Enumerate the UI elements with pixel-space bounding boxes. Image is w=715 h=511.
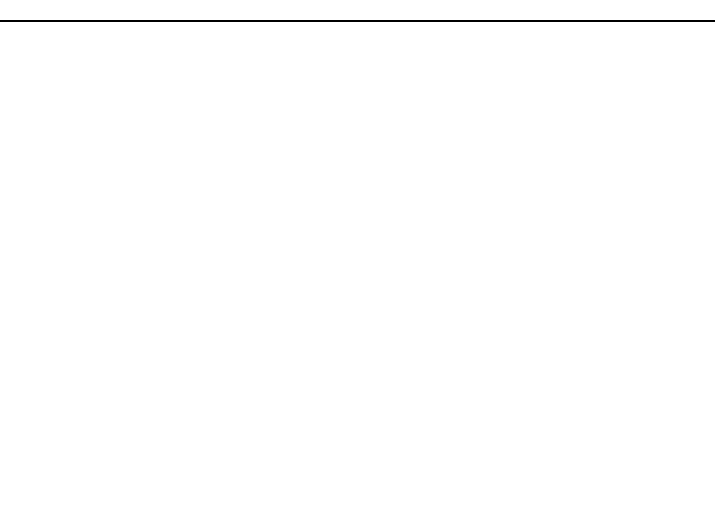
page-header (0, 0, 715, 22)
connector-grid (0, 22, 715, 511)
